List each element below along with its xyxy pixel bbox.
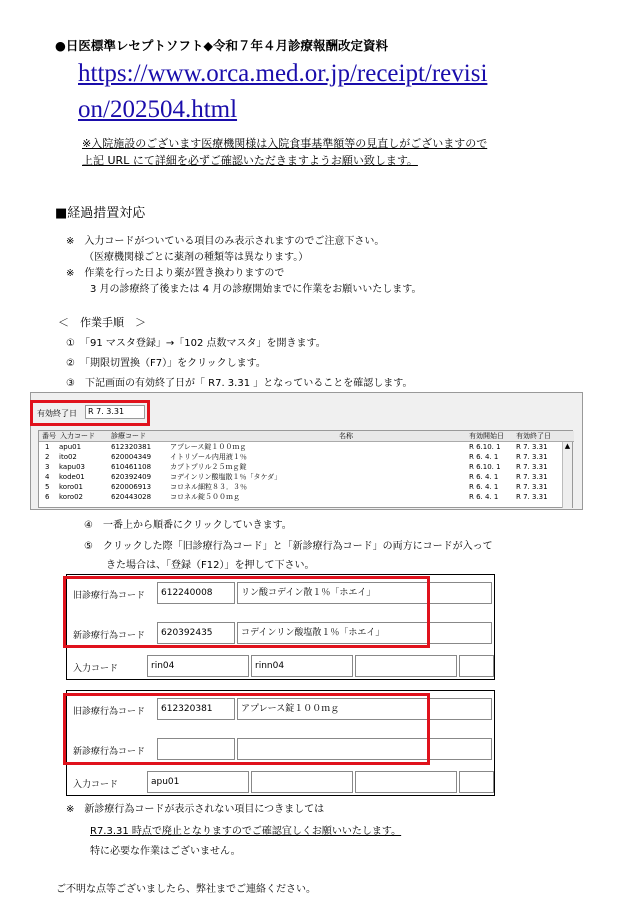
revision-url-line1[interactable]: https://www.orca.med.or.jp/receipt/revisi: [78, 60, 488, 87]
table-row[interactable]: [39, 493, 574, 502]
input-code-field-3[interactable]: [355, 771, 457, 793]
new-name-input[interactable]: コデインリン酸塩散１％「ホエイ」: [237, 622, 492, 644]
section-note1-line2: （医療機関様ごとに薬剤の種類等は異なります。）: [84, 252, 309, 263]
footer-note-line1: ※ 新診療行為コードが表示されない項目につきましては: [66, 804, 325, 815]
col-header-no: 番号: [42, 432, 56, 440]
input-code-row: [67, 652, 496, 680]
procedure-step4: ④ 一番上から順番にクリックしていきます。: [84, 520, 292, 531]
cell-no: 3: [45, 463, 50, 471]
old-code-label: 旧診療行為コード: [73, 591, 146, 601]
cell-end-date: R 7. 3.31: [516, 483, 548, 491]
cell-start-date: R 6. 4. 1: [469, 493, 499, 501]
procedure-step3: ③ 下記画面の有効終了日が「 R7. 3.31 」となっていることを確認します。: [66, 378, 413, 389]
input-code-field-4[interactable]: [459, 771, 494, 793]
new-code-label: 新診療行為コード: [73, 747, 146, 757]
cell-input-code: kapu03: [59, 463, 86, 471]
new-code-input[interactable]: 620392435: [157, 622, 235, 644]
cell-name: カプトプリル２５ｍｇ錠: [170, 463, 247, 471]
cell-input-code: koro02: [59, 493, 84, 501]
input-code-field-3[interactable]: [355, 655, 457, 677]
cell-medical-code: 610461108: [111, 463, 152, 471]
panel2-highlight-box: [63, 693, 430, 765]
panel1-highlight-box: [63, 576, 430, 648]
cell-medical-code: 620004349: [111, 453, 152, 461]
cell-no: 6: [45, 493, 50, 501]
old-code-input[interactable]: 612240008: [157, 582, 235, 604]
table-row[interactable]: [39, 473, 574, 482]
col-header-end-date: 有効終了日: [516, 432, 551, 440]
expiry-date-input[interactable]: R 7. 3.31: [85, 405, 145, 419]
cell-start-date: R 6. 4. 1: [469, 483, 499, 491]
grid-scrollbar[interactable]: [562, 442, 572, 508]
procedure-step5-line2: きた場合は、「登録（F12）」を押して下さい。: [106, 560, 315, 571]
url-note-line2: 上記 URL にて詳細を必ずご確認いただきますようお願い致します。: [82, 154, 418, 167]
old-name-input[interactable]: リン酸コデイン散１％「ホエイ」: [237, 582, 492, 604]
section-note1-line1: ※ 入力コードがついている項目のみ表示されますのでご注意下さい。: [66, 236, 385, 247]
cell-end-date: R 7. 3.31: [516, 443, 548, 451]
procedure-step2: ② 「期限切置換（F7）」をクリックします。: [66, 358, 266, 369]
cell-no: 2: [45, 453, 50, 461]
old-name-input[interactable]: アプレース錠１００ｍｇ: [237, 698, 492, 720]
input-code-row: [67, 768, 496, 796]
input-code-label: 入力コード: [73, 780, 119, 790]
procedure-step5-line1: ⑤ クリックした際「旧診療行為コード」と「新診療行為コード」の両方にコードが入って: [84, 541, 493, 552]
cell-medical-code: 612320381: [111, 443, 152, 451]
col-header-start-date: 有効開始日: [469, 432, 504, 440]
procedure-heading: ＜ 作業手順 ＞: [58, 316, 146, 329]
cell-end-date: R 7. 3.31: [516, 473, 548, 481]
col-header-medical-code: 診療コード: [111, 432, 146, 440]
cell-start-date: R 6. 4. 1: [469, 453, 499, 461]
cell-medical-code: 620443028: [111, 493, 152, 501]
section-note2-line1: ※ 作業を行った日より薬が置き換わりますので: [66, 268, 285, 279]
closing-message: ご不明な点等ございましたら、弊社までご連絡ください。: [56, 884, 316, 895]
cell-input-code: ito02: [59, 453, 77, 461]
expiry-highlight-box: [30, 400, 150, 426]
table-row[interactable]: [39, 463, 574, 472]
section-heading: ■経過措置対応: [55, 206, 146, 221]
drug-list-grid: [38, 430, 573, 508]
cell-name: コロネル錠５００ｍｇ: [170, 493, 240, 501]
col-header-input-code: 入力コード: [60, 432, 95, 440]
cell-name: コロネル細粒８３．３％: [170, 483, 247, 491]
cell-input-code: apu01: [59, 443, 82, 451]
cell-no: 1: [45, 443, 50, 451]
cell-name: コデインリン酸塩散１％「タケダ」: [170, 473, 282, 481]
old-code-input[interactable]: 612320381: [157, 698, 235, 720]
cell-start-date: R 6.10. 1: [469, 443, 501, 451]
input-code-field-2[interactable]: [251, 771, 353, 793]
cell-no: 4: [45, 473, 50, 481]
new-code-label: 新診療行為コード: [73, 631, 146, 641]
footer-note-line3: 特に必要な作業はございません。: [90, 846, 241, 857]
cell-medical-code: 620392409: [111, 473, 152, 481]
footer-note-line2: R7.3.31 時点で廃止となりますのでご確認宜しくお願いいたします。: [90, 826, 402, 837]
expiry-label: 有効終了日: [37, 409, 77, 418]
input-code-field-2[interactable]: rinn04: [251, 655, 353, 677]
old-code-label: 旧診療行為コード: [73, 707, 146, 717]
url-note-line1: ※入院施設のございます医療機関様は入院食事基準額等の見直しがございますので: [82, 137, 488, 150]
cell-start-date: R 6. 4. 1: [469, 473, 499, 481]
cell-end-date: R 7. 3.31: [516, 493, 548, 501]
table-row[interactable]: [39, 453, 574, 462]
cell-end-date: R 7. 3.31: [516, 453, 548, 461]
cell-input-code: koro01: [59, 483, 84, 491]
cell-name: アプレース錠１００ｍｇ: [170, 443, 247, 451]
table-row[interactable]: [39, 483, 574, 492]
cell-end-date: R 7. 3.31: [516, 463, 548, 471]
cell-medical-code: 620006913: [111, 483, 152, 491]
scroll-up-icon[interactable]: ▲: [564, 442, 571, 450]
col-header-name: 名称: [339, 432, 353, 440]
grid-header: [39, 431, 574, 442]
table-row[interactable]: [39, 443, 574, 452]
document-title: ●日医標準レセプトソフト◆令和７年４月診療報酬改定資料: [55, 38, 389, 53]
cell-no: 5: [45, 483, 50, 491]
cell-name: イトリゾール内用液１％: [170, 453, 247, 461]
cell-start-date: R 6.10. 1: [469, 463, 501, 471]
revision-url-line2[interactable]: on/202504.html: [78, 96, 238, 123]
procedure-step1: ① 「91 マスタ登録」→「102 点数マスタ」を開きます。: [66, 338, 326, 349]
input-code-field-1[interactable]: apu01: [147, 771, 249, 793]
input-code-field-1[interactable]: rin04: [147, 655, 249, 677]
input-code-field-4[interactable]: [459, 655, 494, 677]
section-note2-line2: 3 月の診療終了後または 4 月の診療開始までに作業をお願いいたします。: [90, 284, 422, 295]
input-code-label: 入力コード: [73, 664, 119, 674]
cell-input-code: kode01: [59, 473, 85, 481]
